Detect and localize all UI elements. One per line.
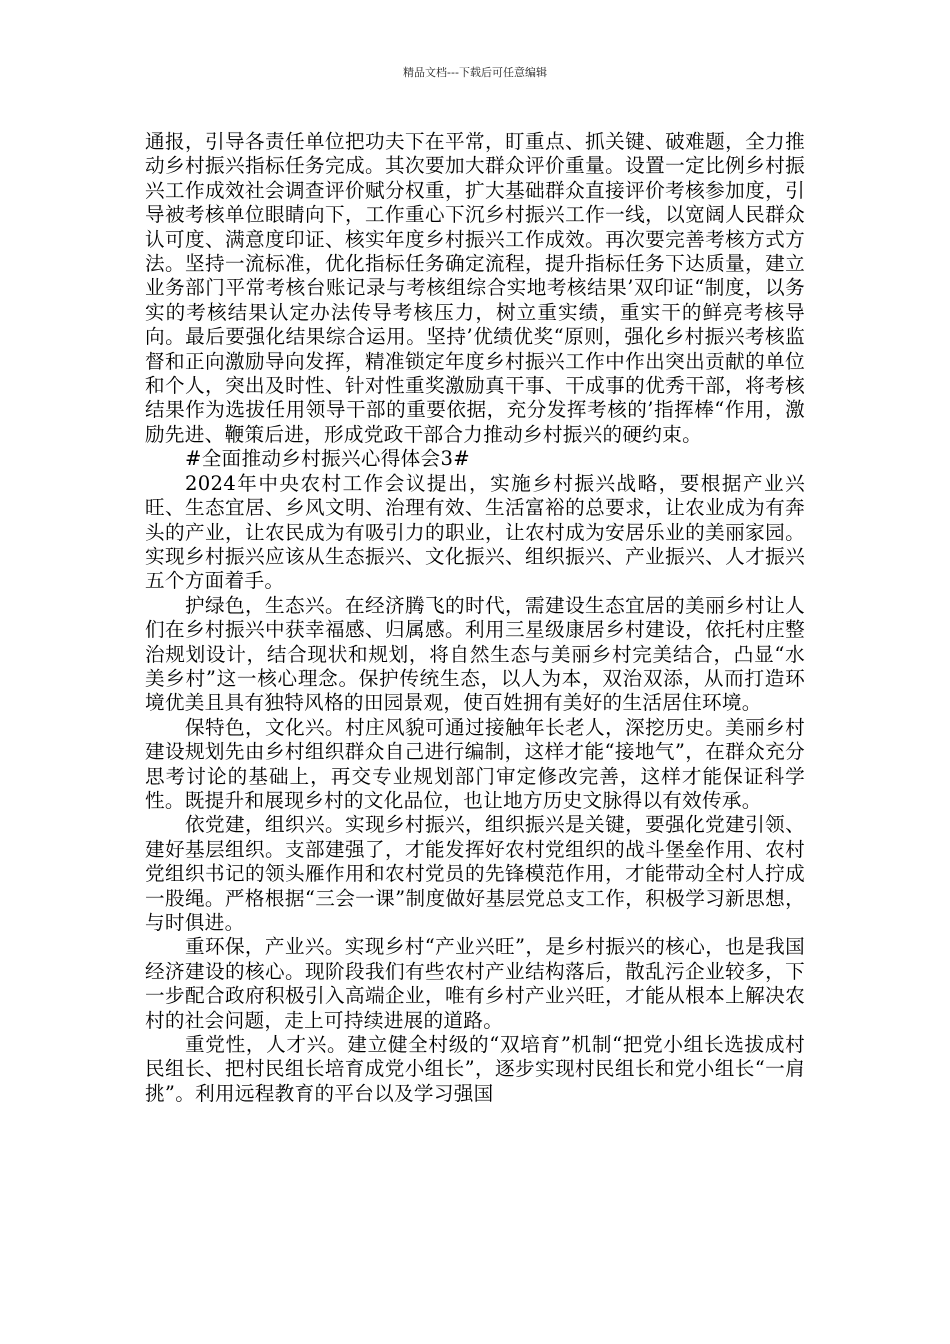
paragraph: 保特色，文化兴。村庄风貌可通过接触年长老人，深挖历史。美丽乡村建设规划先由乡村组织群众自己进行编制，这样才能“接地气”，在群众充分思考讨论的基础上，再交专业规划部门审定修改完善，这样才能保证科学性。既提升和展现乡村的文化品位，也让地方历史文脉得以有效传承。 — [145, 715, 805, 812]
paragraph: 重党性，人才兴。建立健全村级的“双培育”机制“把党小组长选拔成村民组长、把村民组长培育成党小组长”，逐步实现村民组长和党小组长“一肩挑”。利用远程教育的平台以及学习强国 — [145, 1033, 805, 1105]
paragraph: 2024年中央农村工作会议提出，实施乡村振兴战略，要根据产业兴旺、生态宜居、乡风文明、治理有效、生活富裕的总要求，让农业成为有奔头的产业，让农民成为有吸引力的职业，让农村成为安居乐业的美丽家园。实现乡村振兴应该从生态振兴、文化振兴、组织振兴、产业振兴、人才振兴五个方面着手。 — [145, 471, 805, 593]
paragraph: 护绿色，生态兴。在经济腾飞的时代，需建设生态宜居的美丽乡村让人们在乡村振兴中获幸福感、归属感。利用三星级康居乡村建设，依托村庄整治规划设计，结合现状和规划，将自然生态与美丽乡村完美结合，凸显“水美乡村”这一核心理念。保护传统生态，以人为本，双治双添，从而打造环境优美且具有独特风格的田园景观，使百姓拥有美好的生活居住环境。 — [145, 593, 805, 715]
paragraph: 重环保，产业兴。实现乡村“产业兴旺”，是乡村振兴的核心，也是我国经济建设的核心。现阶段我们有些农村产业结构落后，散乱污企业较多，下一步配合政府积极引入高端企业，唯有乡村产业兴旺，才能从根本上解决农村的社会问题，走上可持续进展的道路。 — [145, 935, 805, 1032]
paragraph: 通报，引导各责任单位把功夫下在平常，盯重点、抓关键、破难题，全力推动乡村振兴指标任务完成。其次要加大群众评价重量。设置一定比例乡村振兴工作成效社会调查评价赋分权重，扩大基础群众直接评价考核参加度，引导被考核单位眼睛向下，工作重心下沉乡村振兴工作一线，以宽阔人民群众认可度、满意度印证、核实年度乡村振兴工作成效。再次要完善考核方式方法。坚持一流标准，优化指标任务确定流程，提升指标任务下达质量，建立业务部门平常考核台账记录与考核组综合实地考核结果’双印证“制度，以务实的考核结果认定办法传导考核压力，树立重实绩，重实干的鲜亮考核导向。最后要强化结果综合运用。坚持’优绩优奖“原则，强化乡村振兴考核监督和正向激励导向发挥，精准锁定年度乡村振兴工作中作出突出贡献的单位和个人，突出及时性、针对性重奖激励真干事、干成事的优秀干部，将考核结果作为选拔任用领导干部的重要依据，充分发挥考核的’指挥棒“作用，激励先进、鞭策后进，形成党政干部合力推动乡村振兴的硬约束。 — [145, 130, 805, 446]
document-body — [145, 130, 805, 1106]
page-header: 精品文档---下载后可任意编辑 — [403, 66, 547, 79]
paragraph: 依党建，组织兴。实现乡村振兴，组织振兴是关键，要强化党建引领、建好基层组织。支部建强了，才能发挥好农村党组织的战斗堡垒作用、农村党组织书记的领头雁作用和农村党员的先锋模范作用，才能带动全村人拧成一股绳。严格根据“三会一课”制度做好基层党总支工作，积极学习新思想，与时俱进。 — [145, 813, 805, 934]
section-heading: #全面推动乡村振兴心得体会3# — [185, 447, 470, 471]
